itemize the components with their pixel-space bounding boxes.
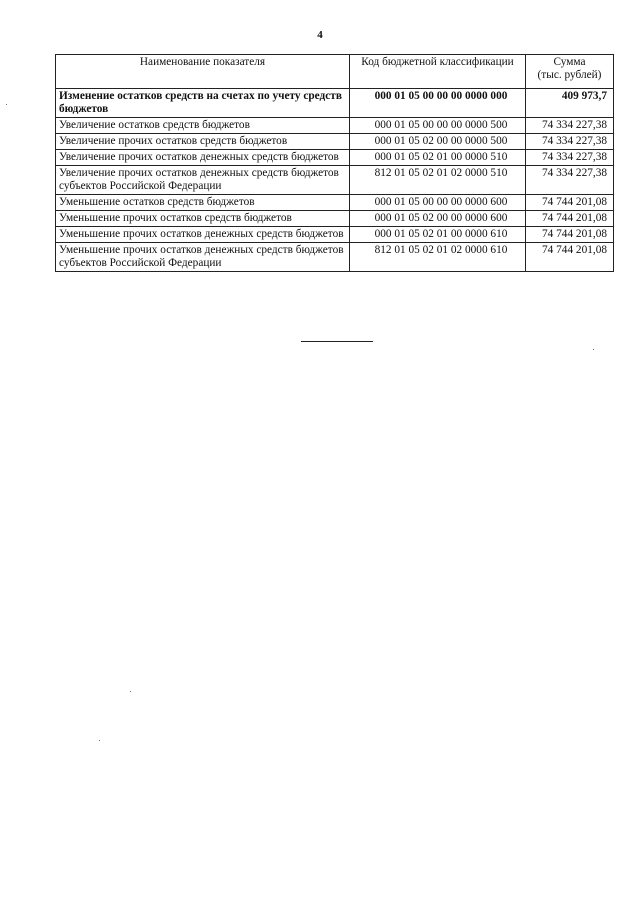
header-indicator-name: Наименование показателя [56, 55, 350, 89]
row-classification-code: 000 01 05 00 00 00 0000 600 [350, 195, 526, 211]
row-sum: 74 744 201,08 [526, 195, 614, 211]
row-indicator-name: Изменение остатков средств на счетах по учету средств бюджетов [56, 89, 350, 118]
header-sum-label: Сумма [553, 56, 586, 68]
header-classification-code: Код бюджетной классификации [350, 55, 526, 89]
table-row [56, 243, 614, 272]
row-indicator-name: Увеличение прочих остатков денежных средств бюджетов [56, 150, 350, 166]
row-indicator-name: Увеличение остатков средств бюджетов [56, 118, 350, 134]
row-sum: 74 334 227,38 [526, 134, 614, 150]
row-indicator-name: Уменьшение остатков средств бюджетов [56, 195, 350, 211]
row-sum: 74 744 201,08 [526, 227, 614, 243]
row-sum: 409 973,7 [526, 89, 614, 118]
page-number: 4 [317, 29, 323, 41]
row-classification-code: 000 01 05 02 00 00 0000 500 [350, 134, 526, 150]
scan-speck [593, 349, 594, 350]
row-indicator-name: Уменьшение прочих остатков денежных средств бюджетов субъектов Российской Федерации [56, 243, 350, 272]
row-sum: 74 334 227,38 [526, 166, 614, 195]
table-row [56, 150, 614, 166]
table-row [56, 89, 614, 118]
row-classification-code: 812 01 05 02 01 02 0000 510 [350, 166, 526, 195]
end-of-document-line [301, 341, 373, 342]
row-indicator-name: Увеличение прочих остатков средств бюджетов [56, 134, 350, 150]
header-sum-unit: (тыс. рублей) [537, 69, 602, 81]
table-body [56, 89, 614, 272]
table-row [56, 118, 614, 134]
row-sum: 74 334 227,38 [526, 118, 614, 134]
row-indicator-name: Уменьшение прочих остатков средств бюджетов [56, 211, 350, 227]
row-sum: 74 744 201,08 [526, 211, 614, 227]
table-row [56, 227, 614, 243]
row-indicator-name: Уменьшение прочих остатков денежных средств бюджетов [56, 227, 350, 243]
header-sum [526, 55, 614, 89]
row-classification-code: 000 01 05 00 00 00 0000 500 [350, 118, 526, 134]
table-row [56, 211, 614, 227]
table-row [56, 166, 614, 195]
row-sum: 74 744 201,08 [526, 243, 614, 272]
table-row [56, 134, 614, 150]
budget-sources-table [55, 54, 614, 272]
row-sum: 74 334 227,38 [526, 150, 614, 166]
scan-speck [130, 691, 131, 692]
row-classification-code: 812 01 05 02 01 02 0000 610 [350, 243, 526, 272]
table-row [56, 195, 614, 211]
scan-speck [99, 740, 100, 741]
scan-speck [6, 104, 7, 105]
row-classification-code: 000 01 05 02 00 00 0000 600 [350, 211, 526, 227]
table-header-row [56, 55, 614, 89]
row-classification-code: 000 01 05 00 00 00 0000 000 [350, 89, 526, 118]
row-classification-code: 000 01 05 02 01 00 0000 510 [350, 150, 526, 166]
row-classification-code: 000 01 05 02 01 00 0000 610 [350, 227, 526, 243]
row-indicator-name: Увеличение прочих остатков денежных средств бюджетов субъектов Российской Федерации [56, 166, 350, 195]
